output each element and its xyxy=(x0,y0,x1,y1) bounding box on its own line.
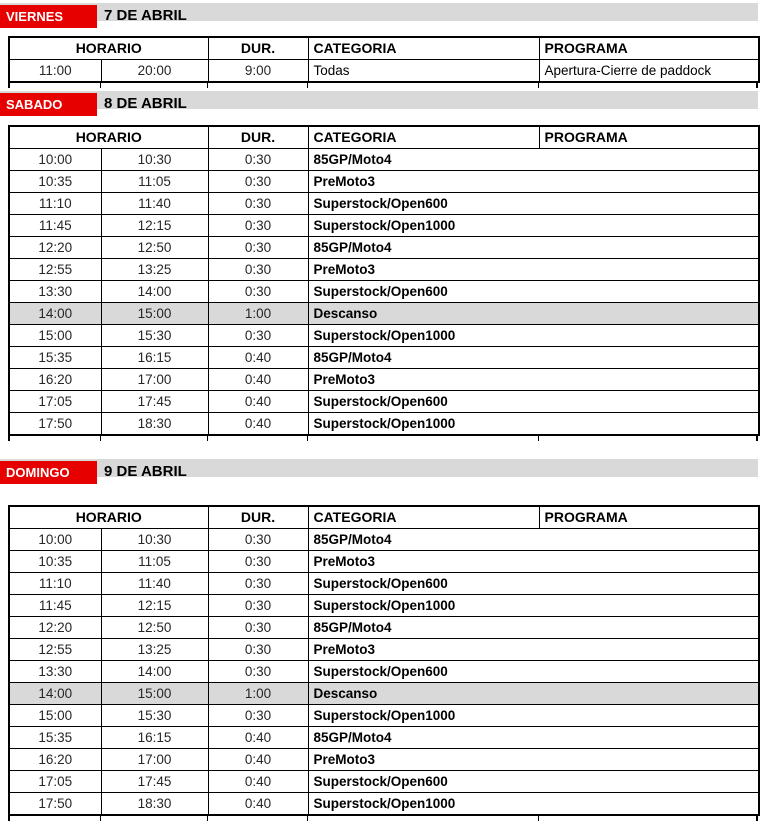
schedule-row xyxy=(9,325,759,347)
schedule-row xyxy=(9,60,759,83)
end-time-cell: 15:30 xyxy=(101,325,208,347)
category-cell: PreMoto3 xyxy=(308,171,759,193)
category-cell: Superstock/Open1000 xyxy=(308,705,759,727)
category-cell: Superstock/Open600 xyxy=(308,661,759,683)
duration-cell: 0:30 xyxy=(208,237,308,259)
end-time-cell: 18:30 xyxy=(101,793,208,816)
duration-cell: 0:30 xyxy=(208,617,308,639)
duration-cell: 1:00 xyxy=(208,303,308,325)
table-edge-stub xyxy=(8,83,758,88)
category-cell: Superstock/Open1000 xyxy=(308,595,759,617)
category-cell: Descanso xyxy=(308,303,759,325)
end-time-cell: 15:30 xyxy=(101,705,208,727)
category-cell: Superstock/Open600 xyxy=(308,193,759,215)
duration-cell: 1:00 xyxy=(208,683,308,705)
col-header-programa: PROGRAMA xyxy=(539,506,759,529)
schedule-row xyxy=(9,215,759,237)
day-badge: VIERNES xyxy=(0,5,97,28)
category-cell: Superstock/Open600 xyxy=(308,391,759,413)
schedule-row xyxy=(9,705,759,727)
start-time-cell: 15:00 xyxy=(9,705,101,727)
schedule-row xyxy=(9,529,759,551)
end-time-cell: 14:00 xyxy=(101,661,208,683)
day-header-viernes xyxy=(0,3,764,29)
duration-cell: 0:30 xyxy=(208,325,308,347)
col-header-dur: DUR. xyxy=(208,506,308,529)
schedule-row xyxy=(9,639,759,661)
start-time-cell: 13:30 xyxy=(9,281,101,303)
duration-cell: 0:40 xyxy=(208,413,308,436)
start-time-cell: 12:55 xyxy=(9,639,101,661)
category-cell: PreMoto3 xyxy=(308,369,759,391)
program-cell: Apertura-Cierre de paddock xyxy=(539,60,759,83)
start-time-cell: 11:00 xyxy=(9,60,101,83)
day-header-domingo xyxy=(0,459,764,485)
day-date: 7 DE ABRIL xyxy=(104,7,187,24)
start-time-cell: 10:35 xyxy=(9,171,101,193)
start-time-cell: 11:10 xyxy=(9,573,101,595)
end-time-cell: 10:30 xyxy=(101,529,208,551)
duration-cell: 0:30 xyxy=(208,171,308,193)
start-time-cell: 11:10 xyxy=(9,193,101,215)
schedule-row xyxy=(9,727,759,749)
duration-cell: 0:40 xyxy=(208,793,308,816)
category-cell: Superstock/Open600 xyxy=(308,771,759,793)
schedule-row xyxy=(9,237,759,259)
table-header-row xyxy=(9,506,759,529)
schedule-table-viernes xyxy=(8,36,760,83)
day-section-viernes xyxy=(0,3,764,88)
col-header-horario: HORARIO xyxy=(9,126,208,149)
day-badge: DOMINGO xyxy=(0,461,97,484)
schedule-row xyxy=(9,303,759,325)
col-header-programa: PROGRAMA xyxy=(539,126,759,149)
duration-cell: 0:30 xyxy=(208,551,308,573)
category-cell: Superstock/Open1000 xyxy=(308,793,759,816)
start-time-cell: 12:20 xyxy=(9,617,101,639)
duration-cell: 0:30 xyxy=(208,661,308,683)
schedule-row xyxy=(9,391,759,413)
duration-cell: 0:30 xyxy=(208,595,308,617)
start-time-cell: 14:00 xyxy=(9,303,101,325)
category-cell: Superstock/Open600 xyxy=(308,281,759,303)
col-header-categoria: CATEGORIA xyxy=(308,126,539,149)
schedule-row xyxy=(9,551,759,573)
schedule-row xyxy=(9,573,759,595)
category-cell: 85GP/Moto4 xyxy=(308,237,759,259)
end-time-cell: 13:25 xyxy=(101,259,208,281)
col-header-categoria: CATEGORIA xyxy=(308,37,539,60)
col-header-categoria: CATEGORIA xyxy=(308,506,539,529)
duration-cell: 0:30 xyxy=(208,529,308,551)
end-time-cell: 16:15 xyxy=(101,727,208,749)
category-cell: 85GP/Moto4 xyxy=(308,617,759,639)
end-time-cell: 12:50 xyxy=(101,237,208,259)
schedule-row xyxy=(9,171,759,193)
col-header-dur: DUR. xyxy=(208,37,308,60)
start-time-cell: 16:20 xyxy=(9,749,101,771)
day-header-sabado xyxy=(0,91,764,117)
end-time-cell: 17:00 xyxy=(101,369,208,391)
start-time-cell: 15:35 xyxy=(9,727,101,749)
table-edge-stub xyxy=(8,816,758,821)
end-time-cell: 17:45 xyxy=(101,391,208,413)
start-time-cell: 10:35 xyxy=(9,551,101,573)
duration-cell: 0:40 xyxy=(208,749,308,771)
table-header-row xyxy=(9,126,759,149)
start-time-cell: 11:45 xyxy=(9,595,101,617)
day-badge: SABADO xyxy=(0,93,97,116)
category-cell: Descanso xyxy=(308,683,759,705)
table-edge-stub xyxy=(8,436,758,441)
category-cell: PreMoto3 xyxy=(308,551,759,573)
category-cell: PreMoto3 xyxy=(308,639,759,661)
start-time-cell: 16:20 xyxy=(9,369,101,391)
start-time-cell: 13:30 xyxy=(9,661,101,683)
duration-cell: 0:40 xyxy=(208,727,308,749)
col-header-programa: PROGRAMA xyxy=(539,37,759,60)
duration-cell: 0:30 xyxy=(208,573,308,595)
schedule-row xyxy=(9,749,759,771)
end-time-cell: 17:00 xyxy=(101,749,208,771)
category-cell: Superstock/Open1000 xyxy=(308,325,759,347)
end-time-cell: 16:15 xyxy=(101,347,208,369)
category-cell: Superstock/Open600 xyxy=(308,573,759,595)
category-cell: 85GP/Moto4 xyxy=(308,347,759,369)
end-time-cell: 15:00 xyxy=(101,683,208,705)
day-date: 8 DE ABRIL xyxy=(104,95,187,112)
category-cell: 85GP/Moto4 xyxy=(308,149,759,171)
day-section-domingo xyxy=(0,459,764,821)
duration-cell: 0:40 xyxy=(208,771,308,793)
schedule-row xyxy=(9,149,759,171)
schedule-table-sabado xyxy=(8,125,760,436)
schedule-row xyxy=(9,617,759,639)
end-time-cell: 15:00 xyxy=(101,303,208,325)
end-time-cell: 14:00 xyxy=(101,281,208,303)
schedule-row xyxy=(9,193,759,215)
start-time-cell: 10:00 xyxy=(9,149,101,171)
duration-cell: 0:30 xyxy=(208,281,308,303)
schedule-row xyxy=(9,281,759,303)
duration-cell: 0:30 xyxy=(208,639,308,661)
start-time-cell: 15:35 xyxy=(9,347,101,369)
duration-cell: 0:30 xyxy=(208,705,308,727)
duration-cell: 0:40 xyxy=(208,391,308,413)
end-time-cell: 12:15 xyxy=(101,215,208,237)
schedule-row xyxy=(9,595,759,617)
start-time-cell: 17:05 xyxy=(9,771,101,793)
col-header-horario: HORARIO xyxy=(9,37,208,60)
category-cell: Superstock/Open1000 xyxy=(308,215,759,237)
col-header-dur: DUR. xyxy=(208,126,308,149)
end-time-cell: 11:05 xyxy=(101,551,208,573)
end-time-cell: 20:00 xyxy=(101,60,208,83)
col-header-horario: HORARIO xyxy=(9,506,208,529)
day-date: 9 DE ABRIL xyxy=(104,463,187,480)
schedule-row xyxy=(9,259,759,281)
start-time-cell: 12:55 xyxy=(9,259,101,281)
end-time-cell: 18:30 xyxy=(101,413,208,436)
end-time-cell: 11:40 xyxy=(101,573,208,595)
schedule-row xyxy=(9,413,759,436)
category-cell: Superstock/Open1000 xyxy=(308,413,759,436)
duration-cell: 0:30 xyxy=(208,259,308,281)
end-time-cell: 17:45 xyxy=(101,771,208,793)
start-time-cell: 11:45 xyxy=(9,215,101,237)
schedule-row xyxy=(9,347,759,369)
start-time-cell: 17:50 xyxy=(9,413,101,436)
category-cell: 85GP/Moto4 xyxy=(308,529,759,551)
start-time-cell: 14:00 xyxy=(9,683,101,705)
duration-cell: 0:30 xyxy=(208,215,308,237)
end-time-cell: 10:30 xyxy=(101,149,208,171)
schedule-row xyxy=(9,683,759,705)
start-time-cell: 15:00 xyxy=(9,325,101,347)
schedule-table-domingo xyxy=(8,505,760,816)
end-time-cell: 13:25 xyxy=(101,639,208,661)
day-section-sabado xyxy=(0,91,764,441)
category-cell: 85GP/Moto4 xyxy=(308,727,759,749)
end-time-cell: 12:15 xyxy=(101,595,208,617)
start-time-cell: 17:05 xyxy=(9,391,101,413)
start-time-cell: 12:20 xyxy=(9,237,101,259)
schedule-row xyxy=(9,661,759,683)
schedule-row xyxy=(9,369,759,391)
category-cell: Todas xyxy=(308,60,539,83)
duration-cell: 0:30 xyxy=(208,193,308,215)
start-time-cell: 17:50 xyxy=(9,793,101,816)
category-cell: PreMoto3 xyxy=(308,749,759,771)
end-time-cell: 11:40 xyxy=(101,193,208,215)
duration-cell: 0:30 xyxy=(208,149,308,171)
duration-cell: 0:40 xyxy=(208,347,308,369)
category-cell: PreMoto3 xyxy=(308,259,759,281)
duration-cell: 9:00 xyxy=(208,60,308,83)
schedule-row xyxy=(9,793,759,816)
duration-cell: 0:40 xyxy=(208,369,308,391)
end-time-cell: 12:50 xyxy=(101,617,208,639)
table-header-row xyxy=(9,37,759,60)
end-time-cell: 11:05 xyxy=(101,171,208,193)
schedule-row xyxy=(9,771,759,793)
start-time-cell: 10:00 xyxy=(9,529,101,551)
